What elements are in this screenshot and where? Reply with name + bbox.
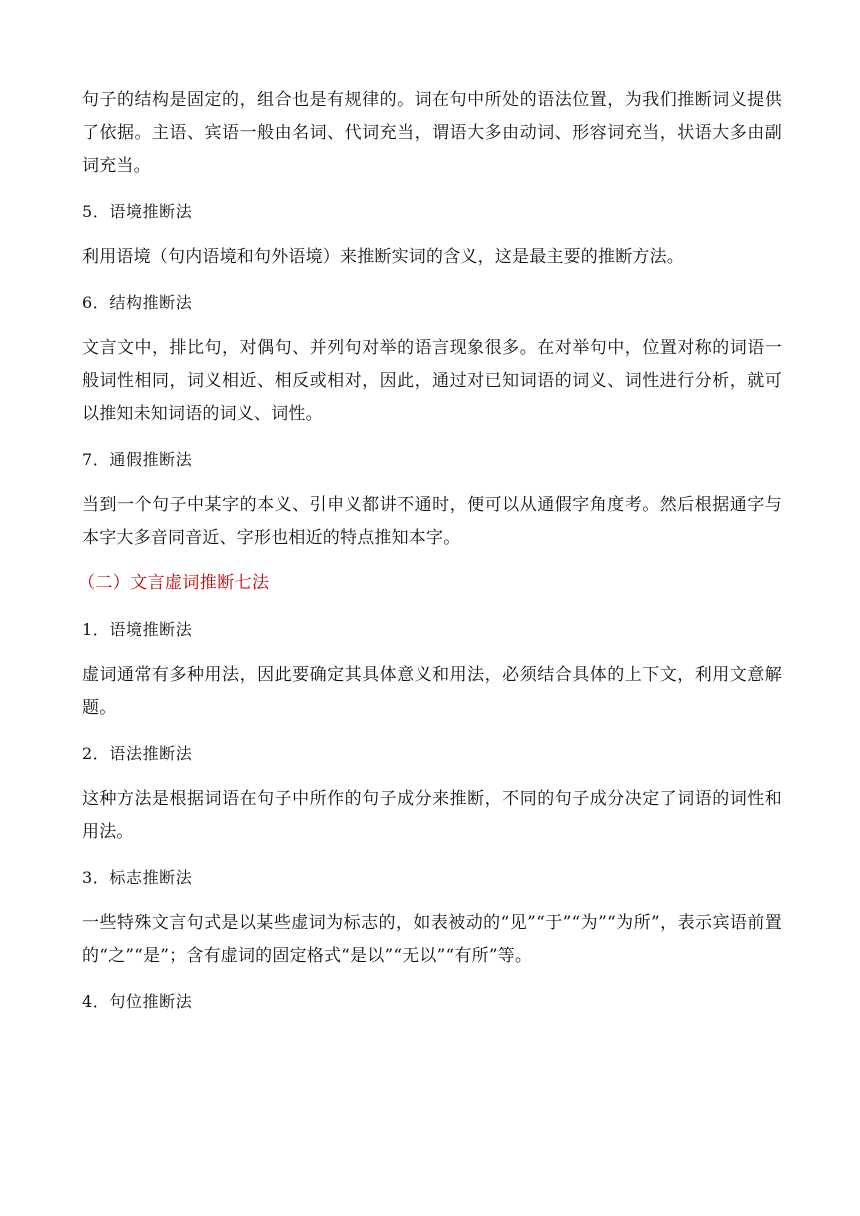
heading-function-context: 1．语境推断法 (82, 620, 193, 639)
paragraph-structure-inference: 文言文中，排比句，对偶句、并列句对举的语言现象很多。在对举句中，位置对称的词语一般词性相同，词义相近、相反或相对，因此，通过对已知词语的词义、词性进行分析，就可以推知未知词语的词义、词性。 (82, 338, 782, 424)
paragraph-marker-inference: 一些特殊文言句式是以某些虚词为标志的，如表被动的“见”“于”“为”“为所”，表示宾语前置的“之”“是”；含有虚词的固定格式“是以”“无以”“有所”等。 (82, 913, 782, 966)
section-title-function-words: （二）文言虚词推断七法 (78, 573, 270, 593)
paragraph-grammar-inference: 这种方法是根据词语在句子中所作的句子成分来推断，不同的句子成分决定了词语的词性和用法。 (82, 789, 782, 842)
heading-sentence-position-inference: 4．句位推断法 (82, 992, 193, 1011)
paragraph-function-context: 虚词通常有多种用法，因此要确定其具体意义和用法，必须结合具体的上下文，利用文意解题。 (82, 665, 782, 718)
heading-grammar-inference: 2．语法推断法 (82, 744, 193, 763)
heading-marker-inference: 3．标志推断法 (82, 868, 193, 887)
paragraph-grammar-position: 句子的结构是固定的，组合也是有规律的。词在句中所处的语法位置，为我们推断词义提供了依据。主语、宾语一般由名词、代词充当，谓语大多由动词、形容词充当，状语大多由副词充当。 (82, 90, 782, 176)
paragraph-loan-character-inference: 当到一个句子中某字的本义、引申义都讲不通时，便可以从通假字角度考。然后根据通字与本字大多音同音近、字形也相近的特点推知本字。 (82, 495, 782, 548)
paragraph-context-inference: 利用语境（句内语境和句外语境）来推断实词的含义，这是最主要的推断方法。 (82, 247, 684, 267)
document-page (78, 84, 782, 1018)
heading-structure-inference: 6．结构推断法 (82, 293, 193, 312)
heading-loan-character-inference: 7．通假推断法 (82, 450, 193, 469)
heading-context-inference: 5．语境推断法 (82, 202, 193, 221)
